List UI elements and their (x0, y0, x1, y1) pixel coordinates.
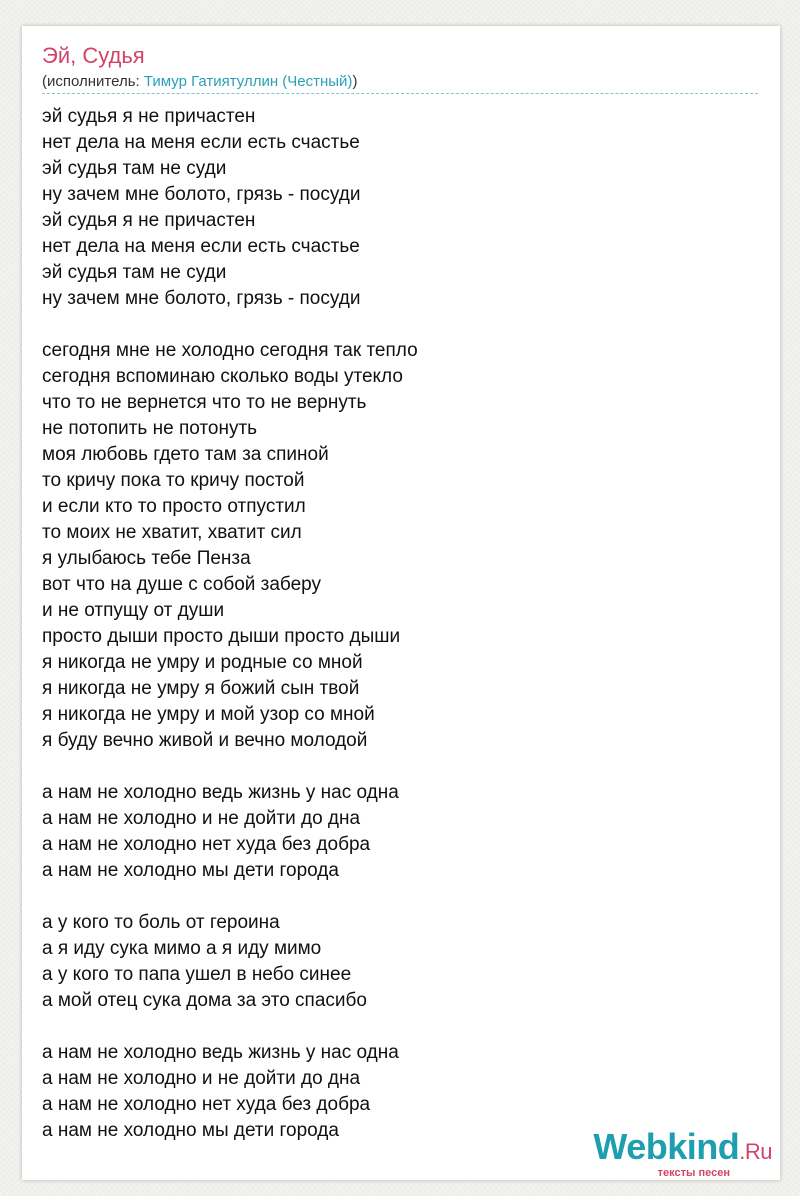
lyrics-line: я никогда не умру и родные со мной (42, 652, 363, 673)
lyrics-line: а нам не холодно ведь жизнь у нас одна (42, 1042, 399, 1063)
lyrics-line: эй судья я не причастен (42, 106, 256, 127)
lyrics-line: то кричу пока то кричу постой (42, 470, 305, 491)
lyrics-line: нет дела на меня если есть счастье (42, 132, 360, 153)
lyrics-line: нет дела на меня если есть счастье (42, 236, 360, 257)
lyrics-line: а у кого то боль от героина (42, 912, 280, 933)
lyrics-line: просто дыши просто дыши просто дыши (42, 626, 401, 647)
lyrics-line: я никогда не умру и мой узор со мной (42, 704, 375, 725)
lyrics-line: а нам не холодно и не дойти до дна (42, 808, 361, 829)
lyrics-line: я буду вечно живой и вечно молодой (42, 730, 368, 751)
lyrics-line: моя любовь гдето там за спиной (42, 444, 329, 465)
logo-suffix: .Ru (739, 1139, 772, 1164)
lyrics-line: а нам не холодно мы дети города (42, 860, 339, 881)
lyrics-line: то моих не хватит, хватит сил (42, 522, 302, 543)
lyrics-line: а нам не холодно нет худа без добра (42, 1094, 371, 1115)
lyrics-block (42, 104, 742, 1170)
lyrics-line: ну зачем мне болото, грязь - посуди (42, 288, 361, 309)
artist-suffix: ) (352, 73, 358, 90)
lyrics-stanza (42, 780, 742, 884)
lyrics-line: а мой отец сука дома за это спасибо (42, 990, 367, 1011)
lyrics-line: а нам не холодно ведь жизнь у нас одна (42, 782, 399, 803)
lyrics-stanza (42, 338, 742, 754)
lyrics-line: я никогда не умру я божий сын твой (42, 678, 360, 699)
lyrics-line: что то не вернется что то не вернуть (42, 392, 367, 413)
artist-link[interactable]: Тимур Гатиятуллин (Честный) (143, 73, 353, 90)
lyrics-line: а нам не холодно и не дойти до дна (42, 1068, 361, 1089)
lyrics-line: сегодня вспоминаю сколько воды утекло (42, 366, 403, 387)
artist-prefix: (исполнитель: (42, 73, 144, 90)
lyrics-line: не потопить не потонуть (42, 418, 258, 439)
dotted-divider (42, 93, 758, 94)
lyrics-line: сегодня мне не холодно сегодня так тепло (42, 340, 418, 361)
logo-wordmark (593, 1128, 772, 1171)
lyrics-line: а нам не холодно нет худа без добра (42, 834, 371, 855)
logo-tagline: тексты песен (657, 1167, 730, 1179)
lyrics-stanza (42, 104, 742, 312)
logo-main-text: Webkind (593, 1126, 740, 1167)
lyrics-line: вот что на душе с собой заберу (42, 574, 322, 595)
song-title: Эй, Судья (42, 43, 145, 68)
artist-line (42, 72, 357, 92)
lyrics-line: ну зачем мне болото, грязь - посуди (42, 184, 361, 205)
lyrics-line: я улыбаюсь тебе Пенза (42, 548, 251, 569)
lyrics-line: а у кого то папа ушел в небо синее (42, 964, 352, 985)
lyrics-stanza (42, 910, 742, 1014)
lyrics-line: и не отпущу от души (42, 600, 225, 621)
lyrics-line: а я иду сука мимо а я иду мимо (42, 938, 322, 959)
lyrics-line: эй судья там не суди (42, 262, 227, 283)
lyrics-line: и если кто то просто отпустил (42, 496, 306, 517)
lyrics-line: эй судья там не суди (42, 158, 227, 179)
site-logo[interactable] (593, 1128, 772, 1179)
lyrics-line: эй судья я не причастен (42, 210, 256, 231)
lyrics-line: а нам не холодно мы дети города (42, 1120, 339, 1141)
